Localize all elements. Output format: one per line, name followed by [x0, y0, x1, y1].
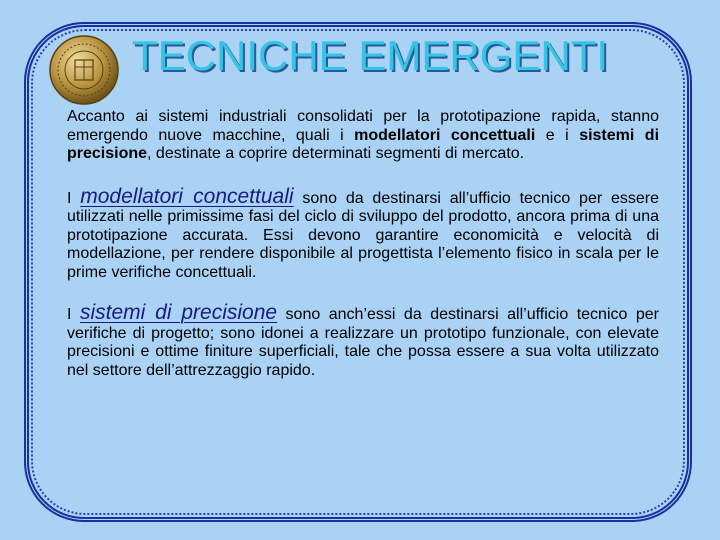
paragraph-intro [67, 108, 659, 164]
sistemi-term: sistemi di precisione [79, 301, 278, 324]
modellatori-text: sono da destinarsi all’ufficio tecnico per essere utilizzati nelle primissime fasi del ciclo di sviluppo del prodotto, ancora prima di una prototipazione accurata. Essi devono garantire economicità e velocità di modellazione, per rendere disponibile al progettista l’elemento fisico in scala per le prime verifiche concettuali. [67, 189, 660, 281]
intro-text-a: Accanto ai sistemi industriali consolidati per la prototipazione rapida, stanno emergendo nuove macchine, quali i [67, 108, 659, 144]
slide-title: TECNICHE EMERGENTI [131, 32, 609, 79]
intro-text-c: , destinate a coprire determinati segmenti di mercato. [147, 145, 525, 162]
paragraph-sistemi [67, 301, 659, 380]
intro-text-b: e i [535, 126, 580, 144]
sistemi-text: sono anch’essi da destinarsi all’ufficio tecnico per verifiche di progetto; sono idonei a realizzare un prototipo funzionale, con elevate precisioni e ottime finiture superficiali, tale che possa essere a sua volta utilizzato nel settore dell’attrezzaggio rapido. [67, 306, 659, 379]
slide-body [67, 108, 659, 380]
paragraph-modellatori [67, 184, 660, 283]
sistemi-lead: I [67, 306, 80, 323]
intro-term-modellatori: modellatori concettuali [354, 126, 536, 144]
modellatori-term: modellatori concettuali [80, 184, 294, 208]
modellatori-lead: I [67, 189, 81, 207]
intro-term-sistemi: sistemi di precisione [67, 126, 660, 162]
